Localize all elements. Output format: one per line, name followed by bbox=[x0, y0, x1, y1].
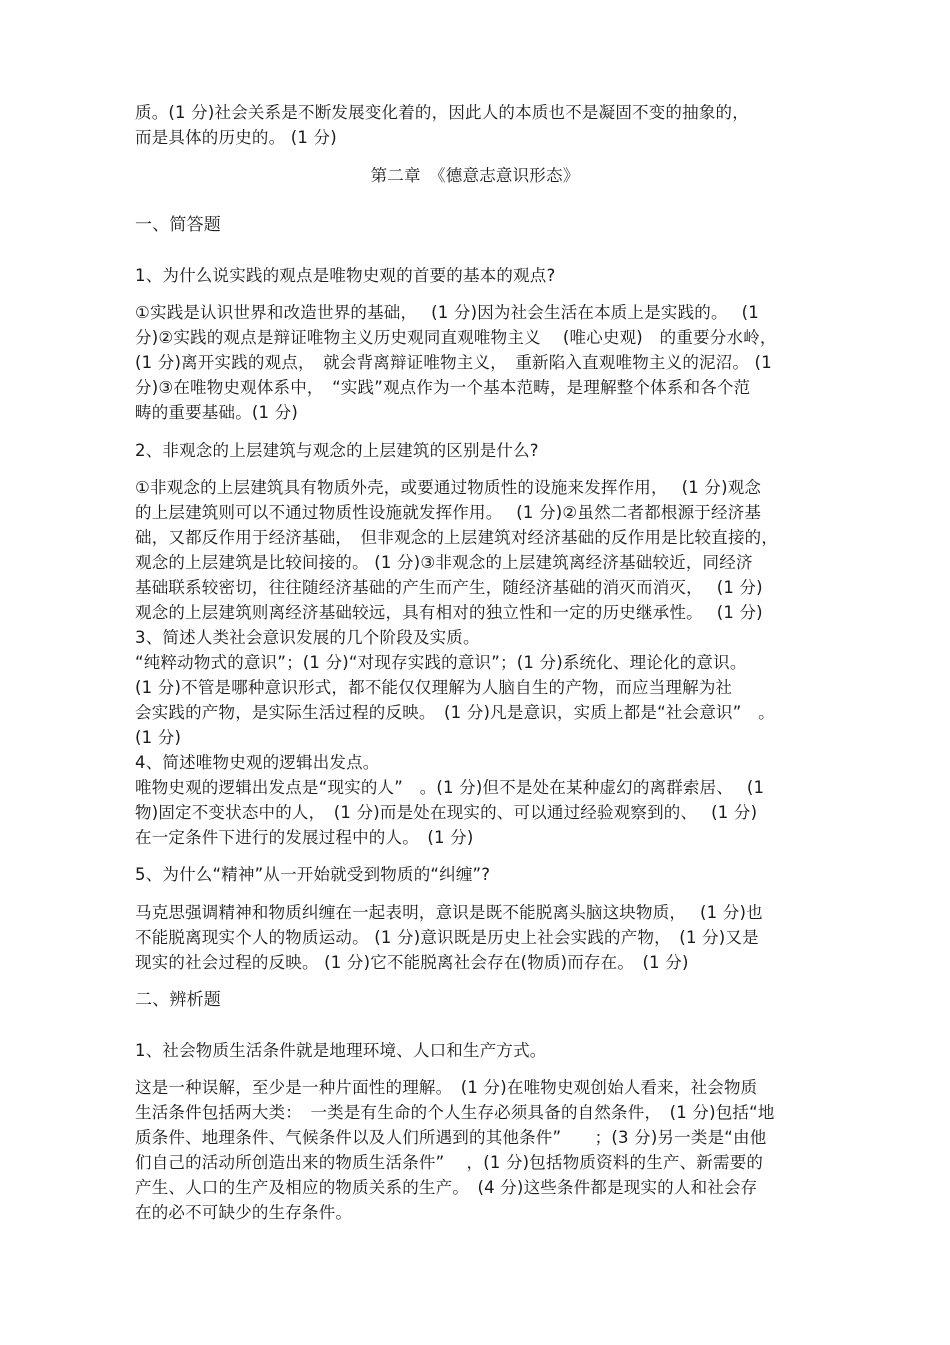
answer-line: 基础联系较密切，往往随经济基础的产生而产生，随经济基础的消灭而消灭， (1 分) bbox=[135, 578, 763, 597]
answer-line: ①非观念的上层建筑具有物质外壳，或要通过物质性的设施来发挥作用， (1 分)观念 bbox=[135, 478, 762, 497]
answer-line: 分)③在唯物史观体系中， “实践”观点作为一个基本范畴，是理解整个体系和各个范 bbox=[135, 378, 751, 397]
answer-line: 在的必不可缺少的生存条件。 bbox=[135, 1203, 353, 1222]
question-title: 1、为什么说实践的观点是唯物史观的首要的基本的观点? bbox=[135, 266, 556, 285]
question-title: 1、社会物质生活条件就是地理环境、人口和生产方式。 bbox=[135, 1041, 547, 1060]
question-title: 2、非观念的上层建筑与观念的上层建筑的区别是什么? bbox=[135, 441, 539, 460]
answer-line: 生活条件包括两大类： 一类是有生命的个人生存必须具备的自然条件， (1 分)包括“地 bbox=[135, 1103, 775, 1122]
answer-line: 唯物史观的逻辑出发点是“现实的人” 。(1 分)但不是处在某种虚幻的离群索居、 (1 bbox=[135, 778, 765, 797]
answer-line: 们自己的活动所创造出来的物质生活条件” ，(1 分)包括物质资料的生产、新需要的 bbox=[135, 1153, 764, 1172]
answer-line: 会实践的产物，是实际生活过程的反映。 (1 分)凡是意识，实质上都是“社会意识” 。 bbox=[135, 703, 775, 722]
answer-line: 产生、人口的生产及相应的物质关系的生产。 (4 分)这些条件都是现实的人和社会存 bbox=[135, 1178, 758, 1197]
answer-line: 的上层建筑则可以不通过物质性设施就发挥作用。 (1 分)②虽然二者都根源于经济基 bbox=[135, 503, 762, 522]
answer-line: 观念的上层建筑则离经济基础较远，具有相对的独立性和一定的历史继承性。 (1 分) bbox=[135, 603, 763, 622]
answer-line: 物)固定不变状态中的人， (1 分)而是处在现实的、可以通过经验观察到的、 (1 分) bbox=[135, 803, 758, 822]
intro-line: 质。(1 分)社会关系是不断发展变化着的，因此人的本质也不是凝固不变的抽象的， bbox=[135, 103, 749, 122]
section-heading: 一、简答题 bbox=[135, 215, 221, 235]
answer-line: (1 分)不管是哪种意识形式，都不能仅仅理解为人脑自生的产物，而应当理解为社 bbox=[135, 678, 733, 697]
answer-line: 这是一种误解，至少是一种片面性的理解。 (1 分)在唯物史观创始人看来，社会物质 bbox=[135, 1078, 758, 1097]
chapter-title: 第二章 《德意志意识形态》 bbox=[370, 166, 580, 185]
question-title: 3、简述人类社会意识发展的几个阶段及实质。 bbox=[135, 628, 480, 647]
answer-line: “纯粹动物式的意识”；(1 分)“对现存实践的意识”；(1 分)系统化、理论化的意识。 bbox=[135, 653, 747, 672]
section-heading: 二、辨析题 bbox=[135, 990, 221, 1010]
question-title: 4、简述唯物史观的逻辑出发点。 bbox=[135, 753, 380, 772]
answer-line: 在一定条件下进行的发展过程中的人。 (1 分) bbox=[135, 828, 474, 847]
answer-line: (1 分) bbox=[135, 728, 182, 747]
answer-line: (1 分)离开实践的观点， 就会背离辩证唯物主义， 重新陷入直观唯物主义的泥沼。 (1 bbox=[135, 353, 772, 372]
answer-line: 不能脱离现实个人的物质运动。 (1 分)意识既是历史上社会实践的产物， (1 分)又是 bbox=[135, 928, 759, 947]
answer-line: ①实践是认识世界和改造世界的基础， (1 分)因为社会生活在本质上是实践的。 (1 bbox=[135, 303, 759, 322]
intro-line: 而是具体的历史的。 (1 分) bbox=[135, 128, 337, 147]
answer-line: 畴的重要基础。(1 分) bbox=[135, 403, 299, 422]
answer-line: 质条件、地理条件、气候条件以及人们所遇到的其他条件” ；(3 分)另一类是“由他 bbox=[135, 1128, 767, 1147]
answer-line: 础，又都反作用于经济基础， 但非观念的上层建筑对经济基础的反作用是比较直接的， bbox=[135, 528, 779, 547]
question-title: 5、为什么“精神”从一开始就受到物质的“纠缠”? bbox=[135, 865, 491, 884]
answer-line: 分)②实践的观点是辩证唯物主义历史观同直观唯物主义 (唯心史观) 的重要分水岭， bbox=[135, 328, 777, 347]
answer-line: 马克思强调精神和物质纠缠在一起表明，意识是既不能脱离头脑这块物质， (1 分)也 bbox=[135, 903, 763, 922]
answer-line: 现实的社会过程的反映。 (1 分)它不能脱离社会存在(物质)而存在。 (1 分) bbox=[135, 953, 689, 972]
answer-line: 观念的上层建筑是比较间接的。 (1 分)③非观念的上层建筑离经济基础较近，同经济 bbox=[135, 553, 753, 572]
